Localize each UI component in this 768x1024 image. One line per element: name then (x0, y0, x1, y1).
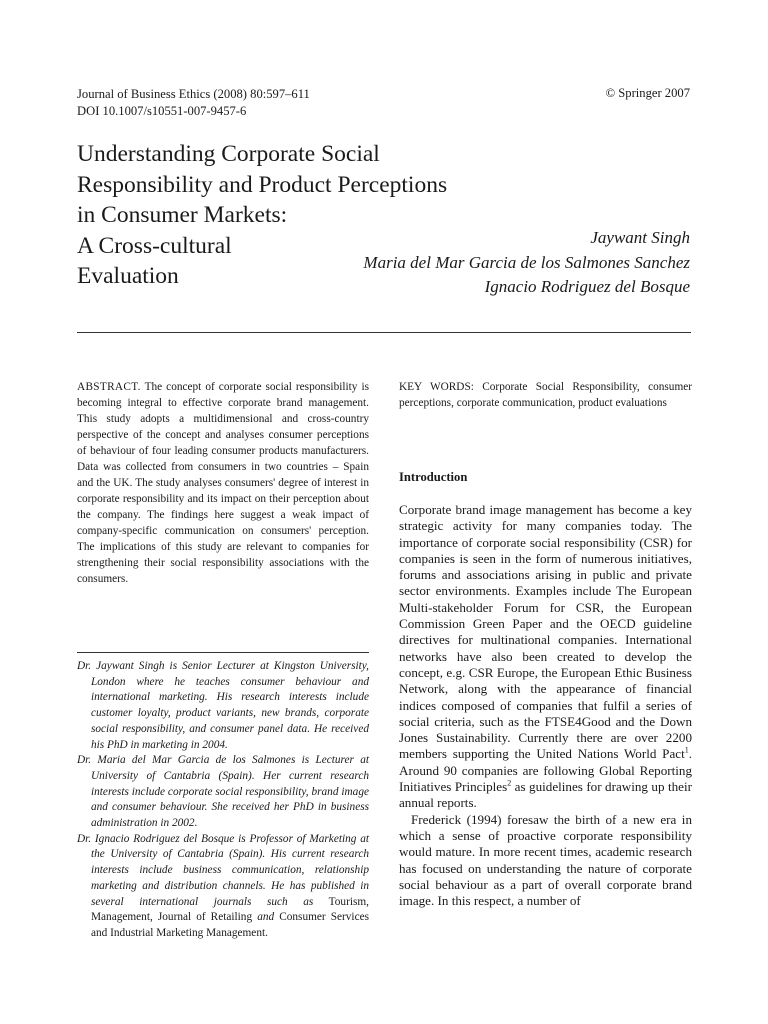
keywords-label: KEY WORDS: (399, 381, 474, 393)
footnote-divider (77, 652, 369, 653)
paragraph-text: . Around 90 companies are following Global Reporting Initiatives Principles (399, 746, 692, 795)
abstract-text: The concept of corporate social responsibility is becoming integral to effective corporate brand management. This study adopts a multidimensional and cross-country perspective of the concept and analyses consumer perceptions of behaviour of four leading consumer products manufacturers. Data was collected from consumers in two countries – Spain and the UK. The study analyses consumers' degree of interest in corporate responsibility and its impact on their perception about the company. The findings here suggest a weak impact of company-specific communication on consumers' perception. The implications of this study are relevant to companies for strengthening their social responsibility associations with the consumers. (77, 381, 369, 585)
journal-names: Tourism, Management, Journal of Retailing (91, 895, 369, 924)
author-note-text: Dr. Ignacio Rodriguez del Bosque is Professor of Marketing at the University of Cantabria (Spain). His current research interests include business communication, relationship marketing and distribution channels. He has published in several international journals such as (77, 832, 369, 908)
author-name: Maria del Mar Garcia de los Salmones Sanchez (363, 252, 690, 272)
journal-names: Consumer Services and Industrial Marketing Management. (91, 911, 369, 939)
keywords (399, 379, 692, 411)
author-note (77, 832, 369, 942)
footnote-marker[interactable]: 2 (507, 778, 512, 788)
doi-line: DOI 10.1007/s10551-007-9457-6 (77, 104, 247, 118)
author-note: Dr. Maria del Mar Garcia de los Salmones is Lecturer at University of Cantabria (Spain). Her current research interests include corporate social responsibility, brand image and consumer behaviour. She received her PhD in business administration in 2002. (77, 754, 369, 830)
paragraph-text: as guidelines for drawing up their annual reports. (399, 779, 692, 811)
author-list (363, 226, 690, 300)
section-heading: Introduction (399, 470, 468, 484)
author-note: Dr. Jaywant Singh is Senior Lecturer at Kingston University, London where he teaches consumer behaviour and international marketing. His research interests include customer loyalty, product variants, new brands, corporate social responsibility, and consumer panel data. He received his PhD in marketing in 2004. (77, 660, 369, 751)
title-divider (77, 332, 691, 333)
footnote-marker[interactable]: 1 (684, 746, 689, 756)
paragraph-text: Corporate brand image management has become a key strategic activity for many companies today. The importance of corporate social responsibility (CSR) for companies is seen in the form of numerous initiatives, forums and associations arising in public and private sector environments. Examples include The European Multi-stakeholder Forum for CSR, the European Commission Green Paper and the OECD guideline directives for multinational companies. International networks have also been created to develop the concept, e.g. CSR Europe, the European Ethic Business Network, along with the appearance of financial indices composed of companies that fulfil a series of social criteria, such as the FTSE4Good and the Down Jones Sustainability. Currently there are over 2200 members supporting the United Nations World Pact (399, 502, 692, 762)
keywords-text: Corporate Social Responsibility, consumer perceptions, corporate communication, product evaluations (399, 381, 693, 409)
journal-line: Journal of Business Ethics (2008) 80:597–611 (77, 87, 310, 101)
paragraph: Frederick (1994) foresaw the birth of a new era in which a sense of proactive corporate responsibility would mature. In more recent times, academic research has focused on understanding the nature of corporate social behaviour as a part of overall corporate brand image. In this respect, a number of (399, 811, 692, 909)
author-notes (77, 659, 369, 942)
copyright-notice: © Springer 2007 (605, 86, 690, 100)
introduction-body (399, 502, 692, 909)
abstract (77, 379, 369, 587)
author-name: Jaywant Singh (590, 228, 690, 247)
journal-citation (77, 86, 310, 120)
author-name: Ignacio Rodriguez del Bosque (484, 277, 690, 296)
title-line: Understanding Corporate Social (77, 141, 380, 167)
conjunction: and (257, 911, 275, 924)
title-line: Responsibility and Product Perceptions (77, 171, 448, 198)
title-line: A Cross-cultural (77, 232, 232, 259)
title-line: in Consumer Markets: (77, 202, 288, 228)
title-line: Evaluation (77, 263, 179, 289)
paragraph (399, 502, 692, 812)
abstract-label: ABSTRACT. (77, 381, 141, 393)
